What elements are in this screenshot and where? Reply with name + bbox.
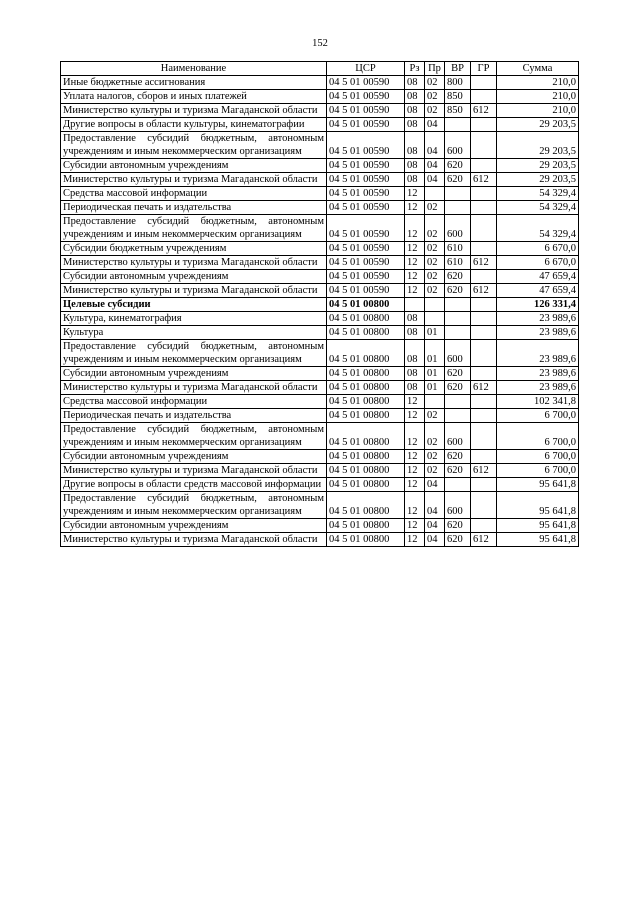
header-name: Наименование: [61, 62, 327, 76]
rz-cell: 12: [405, 478, 425, 492]
pr-cell: 02: [425, 423, 445, 450]
name-cell: Другие вопросы в области культуры, кинематографии: [61, 118, 327, 132]
csr-cell: 04 5 01 00800: [327, 381, 405, 395]
name-cell: Уплата налогов, сборов и иных платежей: [61, 90, 327, 104]
csr-cell: 04 5 01 00800: [327, 395, 405, 409]
csr-cell: 04 5 01 00800: [327, 533, 405, 547]
rz-cell: 08: [405, 132, 425, 159]
csr-cell: 04 5 01 00590: [327, 242, 405, 256]
vr-cell: 620: [445, 270, 471, 284]
csr-cell: 04 5 01 00800: [327, 464, 405, 478]
csr-cell: 04 5 01 00800: [327, 423, 405, 450]
table-row: [61, 201, 579, 215]
gr-cell: [471, 242, 497, 256]
pr-cell: 04: [425, 519, 445, 533]
table-row: [61, 159, 579, 173]
rz-cell: 12: [405, 492, 425, 519]
table-row: [61, 76, 579, 90]
vr-cell: 620: [445, 381, 471, 395]
pr-cell: [425, 395, 445, 409]
table-body: [61, 76, 579, 547]
table-row: [61, 298, 579, 312]
gr-cell: 612: [471, 533, 497, 547]
gr-cell: 612: [471, 464, 497, 478]
rz-cell: 12: [405, 256, 425, 270]
table-row: [61, 187, 579, 201]
rz-cell: 08: [405, 326, 425, 340]
csr-cell: 04 5 01 00590: [327, 215, 405, 242]
pr-cell: 04: [425, 132, 445, 159]
vr-cell: 600: [445, 132, 471, 159]
csr-cell: 04 5 01 00800: [327, 340, 405, 367]
vr-cell: 620: [445, 159, 471, 173]
csr-cell: 04 5 01 00590: [327, 90, 405, 104]
name-cell: Периодическая печать и издательства: [61, 409, 327, 423]
pr-cell: 02: [425, 409, 445, 423]
csr-cell: 04 5 01 00590: [327, 270, 405, 284]
rz-cell: 12: [405, 242, 425, 256]
vr-cell: 620: [445, 533, 471, 547]
pr-cell: 04: [425, 173, 445, 187]
table-row: [61, 118, 579, 132]
sum-cell: 23 989,6: [497, 367, 579, 381]
pr-cell: 02: [425, 90, 445, 104]
csr-cell: 04 5 01 00800: [327, 298, 405, 312]
table-row: [61, 256, 579, 270]
rz-cell: 08: [405, 104, 425, 118]
vr-cell: [445, 326, 471, 340]
name-cell: Целевые субсидии: [61, 298, 327, 312]
table-row: [61, 173, 579, 187]
table-row: [61, 132, 579, 159]
csr-cell: 04 5 01 00800: [327, 312, 405, 326]
sum-cell: 29 203,5: [497, 132, 579, 159]
sum-cell: 6 700,0: [497, 464, 579, 478]
gr-cell: [471, 90, 497, 104]
vr-cell: [445, 312, 471, 326]
vr-cell: [445, 187, 471, 201]
vr-cell: [445, 118, 471, 132]
gr-cell: [471, 187, 497, 201]
name-cell: Министерство культуры и туризма Магаданской области: [61, 381, 327, 395]
sum-cell: 29 203,5: [497, 173, 579, 187]
sum-cell: 210,0: [497, 90, 579, 104]
header-gr: ГР: [471, 62, 497, 76]
table-row: [61, 519, 579, 533]
rz-cell: 12: [405, 533, 425, 547]
csr-cell: 04 5 01 00590: [327, 187, 405, 201]
csr-cell: 04 5 01 00590: [327, 159, 405, 173]
sum-cell: 95 641,8: [497, 478, 579, 492]
name-cell: Предоставление субсидий бюджетным, автономным учреждениям и иным некоммерческим организациям: [61, 132, 327, 159]
header-csr: ЦСР: [327, 62, 405, 76]
rz-cell: 12: [405, 395, 425, 409]
gr-cell: [471, 270, 497, 284]
csr-cell: 04 5 01 00800: [327, 492, 405, 519]
vr-cell: 600: [445, 492, 471, 519]
table-row: [61, 284, 579, 298]
vr-cell: 610: [445, 256, 471, 270]
sum-cell: 102 341,8: [497, 395, 579, 409]
rz-cell: 12: [405, 409, 425, 423]
rz-cell: 08: [405, 367, 425, 381]
csr-cell: 04 5 01 00590: [327, 104, 405, 118]
sum-cell: 95 641,8: [497, 519, 579, 533]
name-cell: Средства массовой информации: [61, 395, 327, 409]
sum-cell: 54 329,4: [497, 215, 579, 242]
gr-cell: [471, 409, 497, 423]
pr-cell: [425, 298, 445, 312]
vr-cell: 600: [445, 340, 471, 367]
vr-cell: 620: [445, 284, 471, 298]
table-row: [61, 312, 579, 326]
gr-cell: [471, 423, 497, 450]
vr-cell: 620: [445, 519, 471, 533]
gr-cell: 612: [471, 381, 497, 395]
table-row: [61, 395, 579, 409]
vr-cell: [445, 478, 471, 492]
gr-cell: [471, 159, 497, 173]
name-cell: Субсидии автономным учреждениям: [61, 270, 327, 284]
pr-cell: 01: [425, 326, 445, 340]
name-cell: Субсидии автономным учреждениям: [61, 519, 327, 533]
name-cell: Предоставление субсидий бюджетным, автономным учреждениям и иным некоммерческим организациям: [61, 423, 327, 450]
sum-cell: 210,0: [497, 104, 579, 118]
name-cell: Министерство культуры и туризма Магаданской области: [61, 533, 327, 547]
vr-cell: 620: [445, 450, 471, 464]
vr-cell: 600: [445, 215, 471, 242]
gr-cell: [471, 312, 497, 326]
gr-cell: [471, 132, 497, 159]
sum-cell: 95 641,8: [497, 492, 579, 519]
gr-cell: [471, 450, 497, 464]
pr-cell: 02: [425, 450, 445, 464]
rz-cell: 08: [405, 118, 425, 132]
csr-cell: 04 5 01 00590: [327, 256, 405, 270]
sum-cell: 54 329,4: [497, 187, 579, 201]
header-rz: Рз: [405, 62, 425, 76]
vr-cell: 850: [445, 90, 471, 104]
pr-cell: 01: [425, 367, 445, 381]
pr-cell: 02: [425, 242, 445, 256]
rz-cell: 12: [405, 423, 425, 450]
sum-cell: 23 989,6: [497, 340, 579, 367]
page-number: 152: [312, 38, 328, 49]
sum-cell: 23 989,6: [497, 312, 579, 326]
table-row: [61, 409, 579, 423]
sum-cell: 95 641,8: [497, 533, 579, 547]
csr-cell: 04 5 01 00800: [327, 519, 405, 533]
pr-cell: 02: [425, 256, 445, 270]
table-header-row: [61, 62, 579, 76]
pr-cell: 02: [425, 270, 445, 284]
table-row: [61, 104, 579, 118]
rz-cell: [405, 298, 425, 312]
gr-cell: [471, 215, 497, 242]
sum-cell: 210,0: [497, 76, 579, 90]
gr-cell: [471, 478, 497, 492]
name-cell: Министерство культуры и туризма Магаданской области: [61, 464, 327, 478]
rz-cell: 12: [405, 201, 425, 215]
vr-cell: [445, 395, 471, 409]
name-cell: Субсидии бюджетным учреждениям: [61, 242, 327, 256]
rz-cell: 12: [405, 284, 425, 298]
pr-cell: [425, 187, 445, 201]
vr-cell: 620: [445, 173, 471, 187]
gr-cell: [471, 76, 497, 90]
name-cell: Министерство культуры и туризма Магаданской области: [61, 173, 327, 187]
gr-cell: [471, 118, 497, 132]
table-row: [61, 478, 579, 492]
pr-cell: 04: [425, 492, 445, 519]
gr-cell: [471, 395, 497, 409]
table-row: [61, 270, 579, 284]
name-cell: Иные бюджетные ассигнования: [61, 76, 327, 90]
name-cell: Культура: [61, 326, 327, 340]
rz-cell: 12: [405, 519, 425, 533]
table-row: [61, 326, 579, 340]
table-row: [61, 464, 579, 478]
name-cell: Культура, кинематография: [61, 312, 327, 326]
name-cell: Субсидии автономным учреждениям: [61, 450, 327, 464]
csr-cell: 04 5 01 00800: [327, 367, 405, 381]
vr-cell: 610: [445, 242, 471, 256]
gr-cell: [471, 201, 497, 215]
sum-cell: 6 670,0: [497, 256, 579, 270]
name-cell: Средства массовой информации: [61, 187, 327, 201]
sum-cell: 23 989,6: [497, 326, 579, 340]
sum-cell: 6 700,0: [497, 423, 579, 450]
gr-cell: 612: [471, 284, 497, 298]
rz-cell: 12: [405, 187, 425, 201]
csr-cell: 04 5 01 00800: [327, 478, 405, 492]
budget-table: [60, 61, 579, 547]
name-cell: Предоставление субсидий бюджетным, автономным учреждениям и иным некоммерческим организациям: [61, 492, 327, 519]
table-row: [61, 492, 579, 519]
sum-cell: 6 670,0: [497, 242, 579, 256]
gr-cell: [471, 298, 497, 312]
pr-cell: 02: [425, 284, 445, 298]
name-cell: Предоставление субсидий бюджетным, автономным учреждениям и иным некоммерческим организациям: [61, 340, 327, 367]
csr-cell: 04 5 01 00590: [327, 76, 405, 90]
vr-cell: 600: [445, 423, 471, 450]
pr-cell: 04: [425, 533, 445, 547]
table-row: [61, 367, 579, 381]
vr-cell: 800: [445, 76, 471, 90]
pr-cell: [425, 312, 445, 326]
rz-cell: 12: [405, 464, 425, 478]
name-cell: Субсидии автономным учреждениям: [61, 367, 327, 381]
name-cell: Субсидии автономным учреждениям: [61, 159, 327, 173]
name-cell: Министерство культуры и туризма Магаданской области: [61, 256, 327, 270]
csr-cell: 04 5 01 00800: [327, 326, 405, 340]
csr-cell: 04 5 01 00590: [327, 132, 405, 159]
sum-cell: 6 700,0: [497, 409, 579, 423]
rz-cell: 12: [405, 270, 425, 284]
csr-cell: 04 5 01 00800: [327, 450, 405, 464]
name-cell: Предоставление субсидий бюджетным, автономным учреждениям и иным некоммерческим организациям: [61, 215, 327, 242]
rz-cell: 08: [405, 381, 425, 395]
sum-cell: 54 329,4: [497, 201, 579, 215]
pr-cell: 01: [425, 340, 445, 367]
name-cell: Периодическая печать и издательства: [61, 201, 327, 215]
csr-cell: 04 5 01 00590: [327, 118, 405, 132]
sum-cell: 29 203,5: [497, 118, 579, 132]
sum-cell: 23 989,6: [497, 381, 579, 395]
table-row: [61, 340, 579, 367]
table-row: [61, 423, 579, 450]
vr-cell: 620: [445, 464, 471, 478]
header-pr: Пр: [425, 62, 445, 76]
header-sum: Сумма: [497, 62, 579, 76]
table-row: [61, 381, 579, 395]
csr-cell: 04 5 01 00590: [327, 284, 405, 298]
table-row: [61, 533, 579, 547]
vr-cell: 850: [445, 104, 471, 118]
rz-cell: 08: [405, 173, 425, 187]
gr-cell: 612: [471, 256, 497, 270]
csr-cell: 04 5 01 00800: [327, 409, 405, 423]
rz-cell: 12: [405, 450, 425, 464]
name-cell: Министерство культуры и туризма Магаданской области: [61, 104, 327, 118]
table-row: [61, 90, 579, 104]
sum-cell: 126 331,4: [497, 298, 579, 312]
pr-cell: 04: [425, 478, 445, 492]
sum-cell: 47 659,4: [497, 284, 579, 298]
gr-cell: 612: [471, 173, 497, 187]
table-row: [61, 450, 579, 464]
sum-cell: 29 203,5: [497, 159, 579, 173]
pr-cell: 04: [425, 118, 445, 132]
vr-cell: 620: [445, 367, 471, 381]
vr-cell: [445, 201, 471, 215]
rz-cell: 08: [405, 340, 425, 367]
gr-cell: 612: [471, 104, 497, 118]
table-row: [61, 242, 579, 256]
gr-cell: [471, 367, 497, 381]
pr-cell: 04: [425, 159, 445, 173]
pr-cell: 02: [425, 201, 445, 215]
rz-cell: 08: [405, 90, 425, 104]
gr-cell: [471, 340, 497, 367]
rz-cell: 08: [405, 159, 425, 173]
pr-cell: 02: [425, 104, 445, 118]
table-row: [61, 215, 579, 242]
name-cell: Другие вопросы в области средств массовой информации: [61, 478, 327, 492]
rz-cell: 12: [405, 215, 425, 242]
rz-cell: 08: [405, 76, 425, 90]
sum-cell: 47 659,4: [497, 270, 579, 284]
header-vr: ВР: [445, 62, 471, 76]
name-cell: Министерство культуры и туризма Магаданской области: [61, 284, 327, 298]
pr-cell: 02: [425, 215, 445, 242]
gr-cell: [471, 492, 497, 519]
csr-cell: 04 5 01 00590: [327, 201, 405, 215]
pr-cell: 02: [425, 76, 445, 90]
vr-cell: [445, 409, 471, 423]
pr-cell: 01: [425, 381, 445, 395]
rz-cell: 08: [405, 312, 425, 326]
vr-cell: [445, 298, 471, 312]
csr-cell: 04 5 01 00590: [327, 173, 405, 187]
gr-cell: [471, 519, 497, 533]
sum-cell: 6 700,0: [497, 450, 579, 464]
pr-cell: 02: [425, 464, 445, 478]
gr-cell: [471, 326, 497, 340]
